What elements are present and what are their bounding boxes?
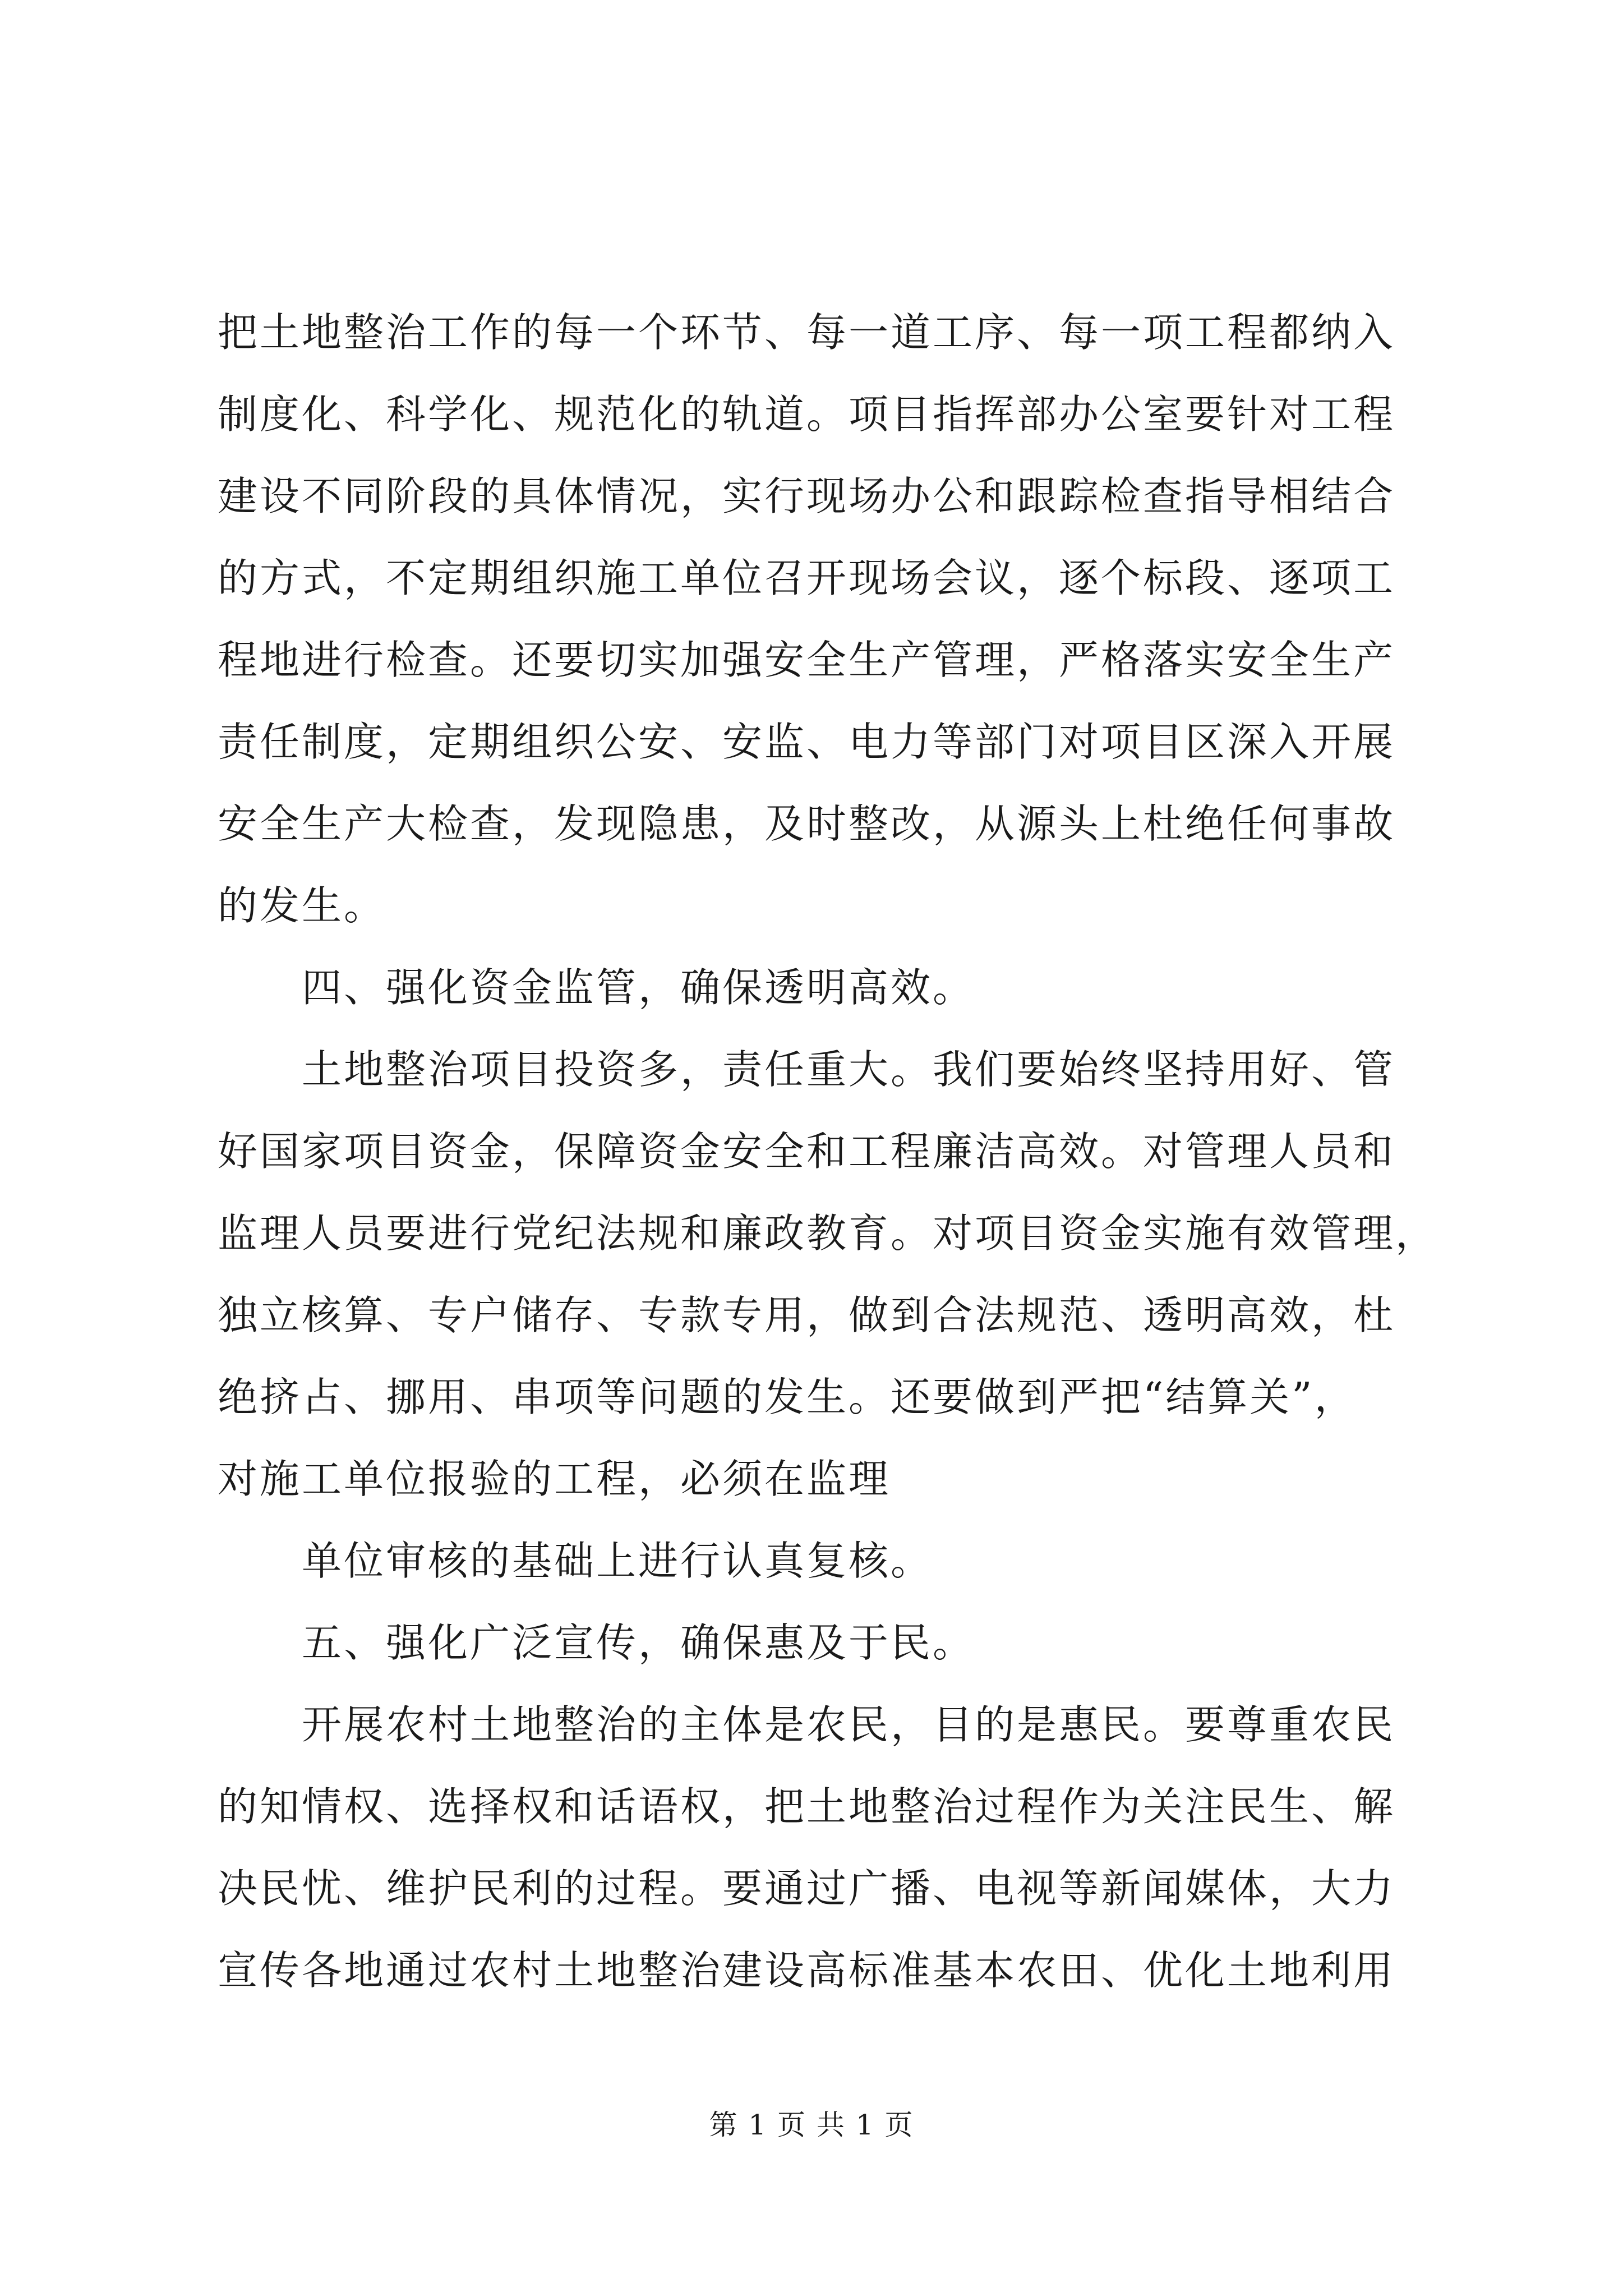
text-line-14: 绝挤占、挪用、串项等问题的发生。还要做到严把“结算关”， (218, 1374, 1357, 1420)
body-text (218, 292, 1438, 2012)
text-line-5: 程地进行检查。还要切实加强安全生产管理，严格落实安全生产 (218, 637, 1396, 683)
section-heading-4: 四、强化资金监管，确保透明高效。 (302, 964, 975, 1011)
text-line-18: 开展农村土地整治的主体是农民，目的是惠民。要尊重农民 (302, 1701, 1396, 1748)
text-line-4: 的方式，不定期组织施工单位召开现场会议，逐个标段、逐项工 (218, 555, 1396, 601)
text-line-10: 土地整治项目投资多，责任重大。我们要始终坚持用好、管 (302, 1046, 1396, 1093)
text-line-13: 独立核算、专户储存、专款专用，做到合法规范、透明高效，杜 (218, 1292, 1396, 1338)
text-line-6: 责任制度，定期组织公安、安监、电力等部门对项目区深入开展 (218, 719, 1396, 765)
text-line-21: 宣传各地通过农村土地整治建设高标准基本农田、优化土地利用 (218, 1947, 1396, 1994)
text-line-19: 的知情权、选择权和话语权，把土地整治过程作为关注民生、解 (218, 1783, 1396, 1830)
text-line-16: 单位审核的基础上进行认真复核。 (302, 1538, 933, 1584)
text-line-12: 监理人员要进行党纪法规和廉政教育。对项目资金实施有效管理， (218, 1210, 1438, 1257)
text-line-8: 的发生。 (218, 882, 386, 929)
text-line-2: 制度化、科学化、规范化的轨道。项目指挥部办公室要针对工程 (218, 391, 1396, 438)
section-heading-5: 五、强化广泛宣传，确保惠及于民。 (302, 1619, 975, 1666)
text-line-15: 对施工单位报验的工程，必须在监理 (218, 1456, 891, 1502)
text-line-20: 决民忧、维护民利的过程。要通过广播、电视等新闻媒体，大力 (218, 1865, 1396, 1912)
text-line-1: 把土地整治工作的每一个环节、每一道工序、每一项工程都纳入 (218, 309, 1396, 356)
page-footer: 第 1 页 共 1 页 (709, 2109, 914, 2141)
text-line-7: 安全生产大检查，发现隐患，及时整改，从源头上杜绝任何事故 (218, 800, 1396, 847)
text-line-3: 建设不同阶段的具体情况，实行现场办公和跟踪检查指导相结合 (218, 473, 1396, 519)
text-line-11: 好国家项目资金，保障资金安全和工程廉洁高效。对管理人员和 (218, 1128, 1396, 1175)
